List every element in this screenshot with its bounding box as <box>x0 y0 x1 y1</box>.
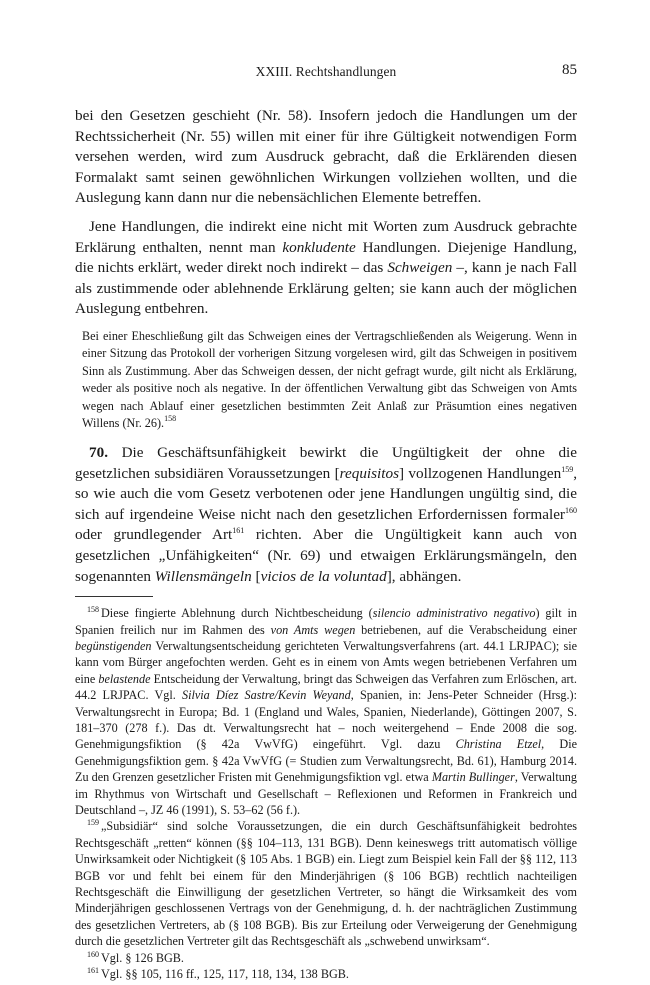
emphasis: Schweigen <box>387 259 453 277</box>
text-run: richten. Aber die Ungültigkeit kann auch von gesetzlichen „Unfähigkeiten“ (Nr. 69) und etwaigen Erklärungsmängeln, den sogenannten <box>75 526 577 585</box>
footnote-mark: 160 <box>87 949 99 959</box>
text-run: –, kann je nach Fall als zustimmende oder ablehnende Erklärung gelten; sie kann auch der möglichen Auslegung entbehren. <box>75 259 577 318</box>
text-run: Entscheidung der Verwaltung, bringt das Schweigen das Verfahren zum Erlöschen, art. 44.2 LRJPAC. Vgl. <box>75 671 577 703</box>
text-run: Die Geschäftsunfähigkeit bewirkt die Ungültigkeit der ohne die gesetzlichen subsidiären Voraussetzungen [ <box>75 443 577 482</box>
text-run: Handlungen. Diejenige Handlung, die nichts erklärt, weder direkt noch indirekt – das <box>75 238 578 277</box>
emphasis: Christina Etzel <box>455 737 542 752</box>
emphasis: konkludente <box>282 238 356 256</box>
emphasis: belastende <box>98 671 151 686</box>
footnotes <box>75 605 577 982</box>
text-run: ) gilt in Spanien freilich nur im Rahmen des <box>75 606 577 637</box>
emphasis: Silvia Díez Sastre/Kevin Weyand <box>182 688 351 703</box>
text-run: , Spanien, in: Jens-Peter Schneider (Hrsg.): Verwaltungsrecht in Europa; Bd. 1 (England und Wales, Spanien, Niederlande), Göttingen 2007, S. 181–370 (278 f.). Das dt. Verwaltungsrecht hat – noch weitergehend – Ende 2008 die sog. Genehmigungsfiktion (§ 42a VwVfG) eingeführt. Vgl. dazu <box>75 688 578 752</box>
footnote-mark: 161 <box>87 966 99 976</box>
emphasis: vicios de la voluntad <box>260 567 387 585</box>
emphasis: silencio administrativo negativo <box>372 606 536 621</box>
footnote-158 <box>75 605 577 818</box>
text-run: Vgl. §§ 105, 116 ff., 125, 117, 118, 134, 138 BGB. <box>101 967 349 982</box>
text-run: ] vollzogenen Handlungen <box>399 464 562 482</box>
footnote-mark: 159 <box>87 818 99 828</box>
footnote-ref[interactable]: 158 <box>164 414 177 424</box>
paragraph: bei den Gesetzen geschieht (Nr. 58). Insofern jedoch die Handlungen um der Rechtssicherheit (Nr. 55) willen mit einer für ihre Gültigkeit notwendigen Form versehen werden, wird zum Ausdruck gebracht, daß die Erklärenden diesen Formalakt samt seinen gewöhnlichen Wirkungen vollziehen wollten, und die Auslegung kann dann nur die nebensächlichen Elemente betreffen. <box>75 107 577 207</box>
text-run: [ <box>251 567 261 585</box>
emphasis: Willensmängeln <box>154 567 252 585</box>
footnote-161 <box>75 966 577 982</box>
example-block <box>82 328 577 433</box>
running-head <box>75 62 577 86</box>
emphasis: von Amts wegen <box>270 622 356 637</box>
footnote-159 <box>75 818 577 949</box>
emphasis: begünstigenden <box>75 638 152 653</box>
footnote-160 <box>75 950 577 966</box>
running-title: XXIII. Rechtshandlungen <box>255 64 397 79</box>
text-run: ], abhängen. <box>386 567 462 585</box>
page-number: 85 <box>562 62 577 78</box>
footnote-ref[interactable]: 161 <box>232 526 245 536</box>
section-70 <box>75 443 577 587</box>
text-run: Jene Handlungen, die indirekt eine nicht mit Worten zum Ausdruck gebrachte Erklärung enthalten, nennt man <box>75 217 577 256</box>
text-run: , Verwaltung im Rhythmus von Wirtschaft und Gesellschaft – Reflexionen und Reformen in Frankreich und Deutschland –, JZ 46 (1991), S. 53–62 (56 f.). <box>75 770 577 817</box>
body-text <box>75 106 577 320</box>
section-number: 70. <box>89 443 108 461</box>
emphasis: Martin Bullinger <box>431 770 515 785</box>
footnote-ref[interactable]: 159 <box>561 464 574 474</box>
text-run: Verwaltungsentscheidung gerichteten Verwaltungsverfahrens (art. 44.1 LRJPAC); sie kann vom Bürger angefochten werden. Geht es in einem von Amts wegen betriebenen Verfahren um eine <box>75 638 577 686</box>
text-run: oder grundlegender Art <box>75 526 233 544</box>
text-run: Vgl. § 126 BGB. <box>101 950 184 965</box>
text-run: betriebenen, auf die Verabscheidung einer <box>355 622 577 637</box>
book-page <box>75 62 577 982</box>
footnote-ref[interactable]: 160 <box>565 505 577 515</box>
text-run: Diese fingierte Ablehnung durch Nichtbescheidung ( <box>101 606 373 621</box>
example-text: Bei einer Eheschließung gilt das Schweigen eines der Vertragschließenden als Weigerung. Wenn in einer Sitzung das Protokoll der vorherigen Sitzung vorgelesen wird, gilt das Schweigen in positivem Sinn als Zustimmung. Aber das Schweigen dessen, der nicht gefragt wurde, gilt nicht als Erklärung, weder als positive noch als negative. In der öffentlichen Verwaltung gibt das Schweigen von Amts wegen nach Ablauf einer gesetzlichen bestimmten Zeit Anlaß zur Präsumtion eines negativen Willens (Nr. 26). <box>82 328 577 431</box>
footnote-mark: 158 <box>87 605 99 615</box>
text-run: , Die Genehmigungsfiktion gem. § 42a VwVfG (= Studien zum Verwaltungsrecht, Bd. 61), Hamburg 2014. Zu den Grenzen gesetzlicher Fristen mit Genehmigungsfiktion vgl. etwa <box>75 737 577 785</box>
text-run: , so wie auch die vom Gesetz verbotenen oder jene Handlungen ungültig sind, die sich auf irgendeine Weise nicht nach den gesetzlichen Erfordernissen formaler <box>75 464 577 523</box>
paragraph <box>75 217 577 320</box>
text-run: „Subsidiär“ sind solche Voraussetzungen, die ein durch Geschäftsunfähigkeit bedrohtes Rechtsgeschäft „retten“ können (§§ 104–113, 131 BGB). Denn keineswegs tritt automatisch völlige Unwirksamkeit oder Nichtigkeit (§ 105 Abs. 1 BGB) ein. Liegt zum Beispiel kein Fall der §§ 112, 113 BGB vor und fehlt bei einem für den Minderjährigen (§ 106 BGB) rechtlich nachteiligen Rechtsgeschäft die Einwilligung der gesetzlichen Vertreter, so hängt die Wirksamkeit des vom Minderjährigen geschlossenen Vertrags von der Genehmigung, d. h. der nachträglichen Zustimmung des gesetzlichen Vertreters, ab (§ 108 BGB). Bis zur Erteilung oder Verweigerung der Genehmigung durch die gesetzlichen Vertreter gilt das Rechtsgeschäft als „schwebend unwirksam“. <box>75 819 577 949</box>
emphasis: requisitos <box>339 464 400 482</box>
footnote-divider <box>75 596 153 597</box>
